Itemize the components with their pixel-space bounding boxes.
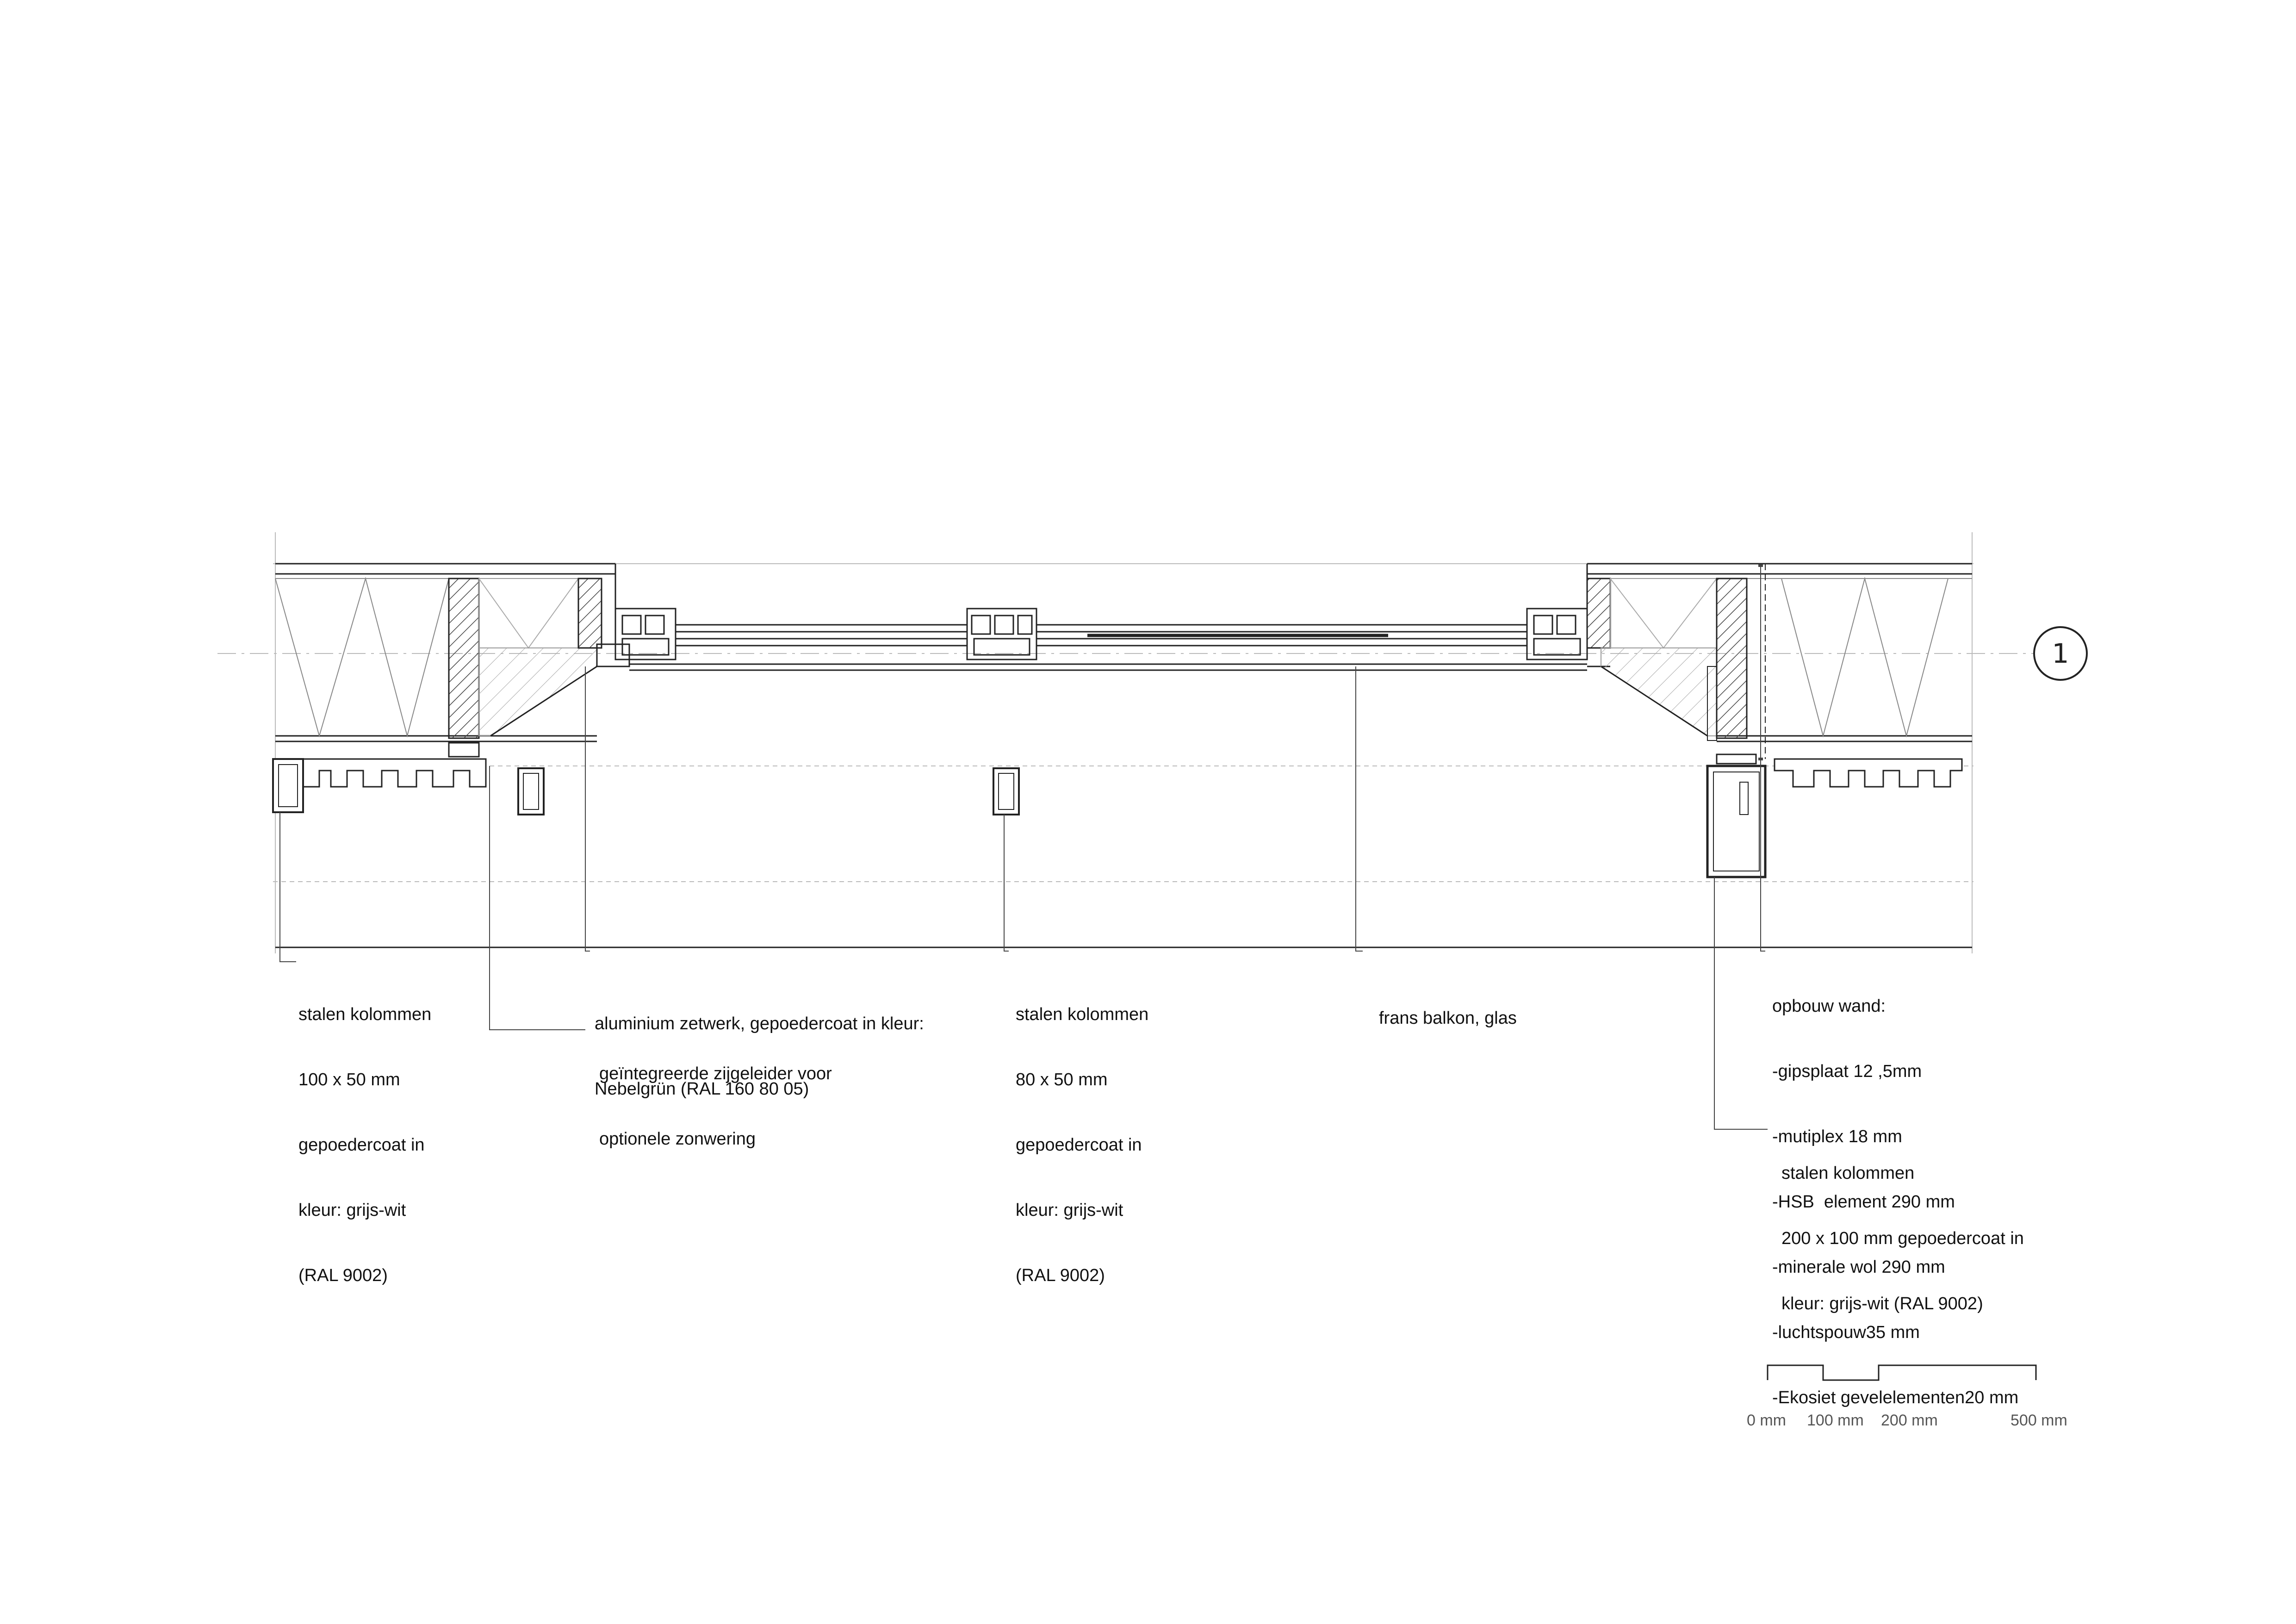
steel-column-mid: [993, 768, 1019, 815]
annotation-line: (RAL 9002): [298, 1266, 388, 1285]
scale-label-0: 0 mm: [1747, 1412, 1786, 1429]
annotation-zijgeleider: [599, 1020, 832, 1172]
annotation-line: (RAL 9002): [1016, 1266, 1105, 1285]
annotation-line: kleur: grijs-wit: [298, 1201, 406, 1220]
annotation-steel-column-right: [1781, 1119, 2024, 1337]
right-wall: [1587, 564, 1972, 759]
annotation-line: Nebelgrün (RAL 160 80 05): [595, 1079, 809, 1099]
annotation-line: -Ekosiet gevelelementen20 mm: [1772, 1388, 2019, 1407]
annotation-line: 80 x 50 mm: [1016, 1070, 1108, 1089]
annotation-line: stalen kolommen: [1781, 1164, 1915, 1183]
annotation-line: gepoedercoat in: [298, 1135, 425, 1155]
guide-lines: [217, 532, 2036, 953]
left-cladding: [303, 743, 486, 787]
annotation-steel-column-left: [298, 960, 431, 1308]
annotation-line: geïntegreerde zijgeleider voor: [599, 1064, 832, 1083]
annotation-line: -gipsplaat 12 ,5mm: [1772, 1062, 1922, 1081]
steel-column-left: [273, 759, 303, 812]
annotation-line: 200 x 100 mm gepoedercoat in: [1781, 1229, 2024, 1248]
annotation-line: gepoedercoat in: [1016, 1135, 1142, 1155]
annotation-line: aluminium zetwerk, gepoedercoat in kleur:: [595, 1014, 924, 1033]
annotation-line: stalen kolommen: [1016, 1005, 1149, 1024]
annotation-line: kleur: grijs-wit: [1016, 1201, 1123, 1220]
annotation-line: 100 x 50 mm: [298, 1070, 400, 1089]
scale-label-100: 100 mm: [1807, 1412, 1864, 1429]
scale-label-200: 200 mm: [1881, 1412, 1938, 1429]
annotation-steel-column-mid: [1016, 960, 1148, 1308]
steel-column-mid-left: [518, 768, 544, 815]
annotation-line: stalen kolommen: [298, 1005, 432, 1024]
steel-column-right: [1707, 766, 1765, 877]
annotation-line: -minerale wol 290 mm: [1772, 1257, 1945, 1277]
annotation-line: opbouw wand:: [1772, 996, 1886, 1016]
scale-label-500: 500 mm: [2011, 1412, 2067, 1429]
left-wall: [275, 564, 629, 741]
window-frame: [596, 609, 1610, 670]
annotation-line: -HSB element 290 mm: [1772, 1192, 1955, 1212]
section-marker-label: 1: [2052, 638, 2069, 669]
section-marker: [2034, 627, 2087, 680]
annotation-line: kleur: grijs-wit (RAL 9002): [1781, 1294, 1983, 1313]
annotation-line: -luchtspouw35 mm: [1772, 1323, 1920, 1342]
annotation-line: optionele zonwering: [599, 1129, 756, 1149]
annotation-line: -mutiplex 18 mm: [1772, 1127, 1902, 1146]
annotation-frans-balkon: [1379, 964, 1517, 1051]
annotation-line: frans balkon, glas: [1379, 1008, 1517, 1028]
